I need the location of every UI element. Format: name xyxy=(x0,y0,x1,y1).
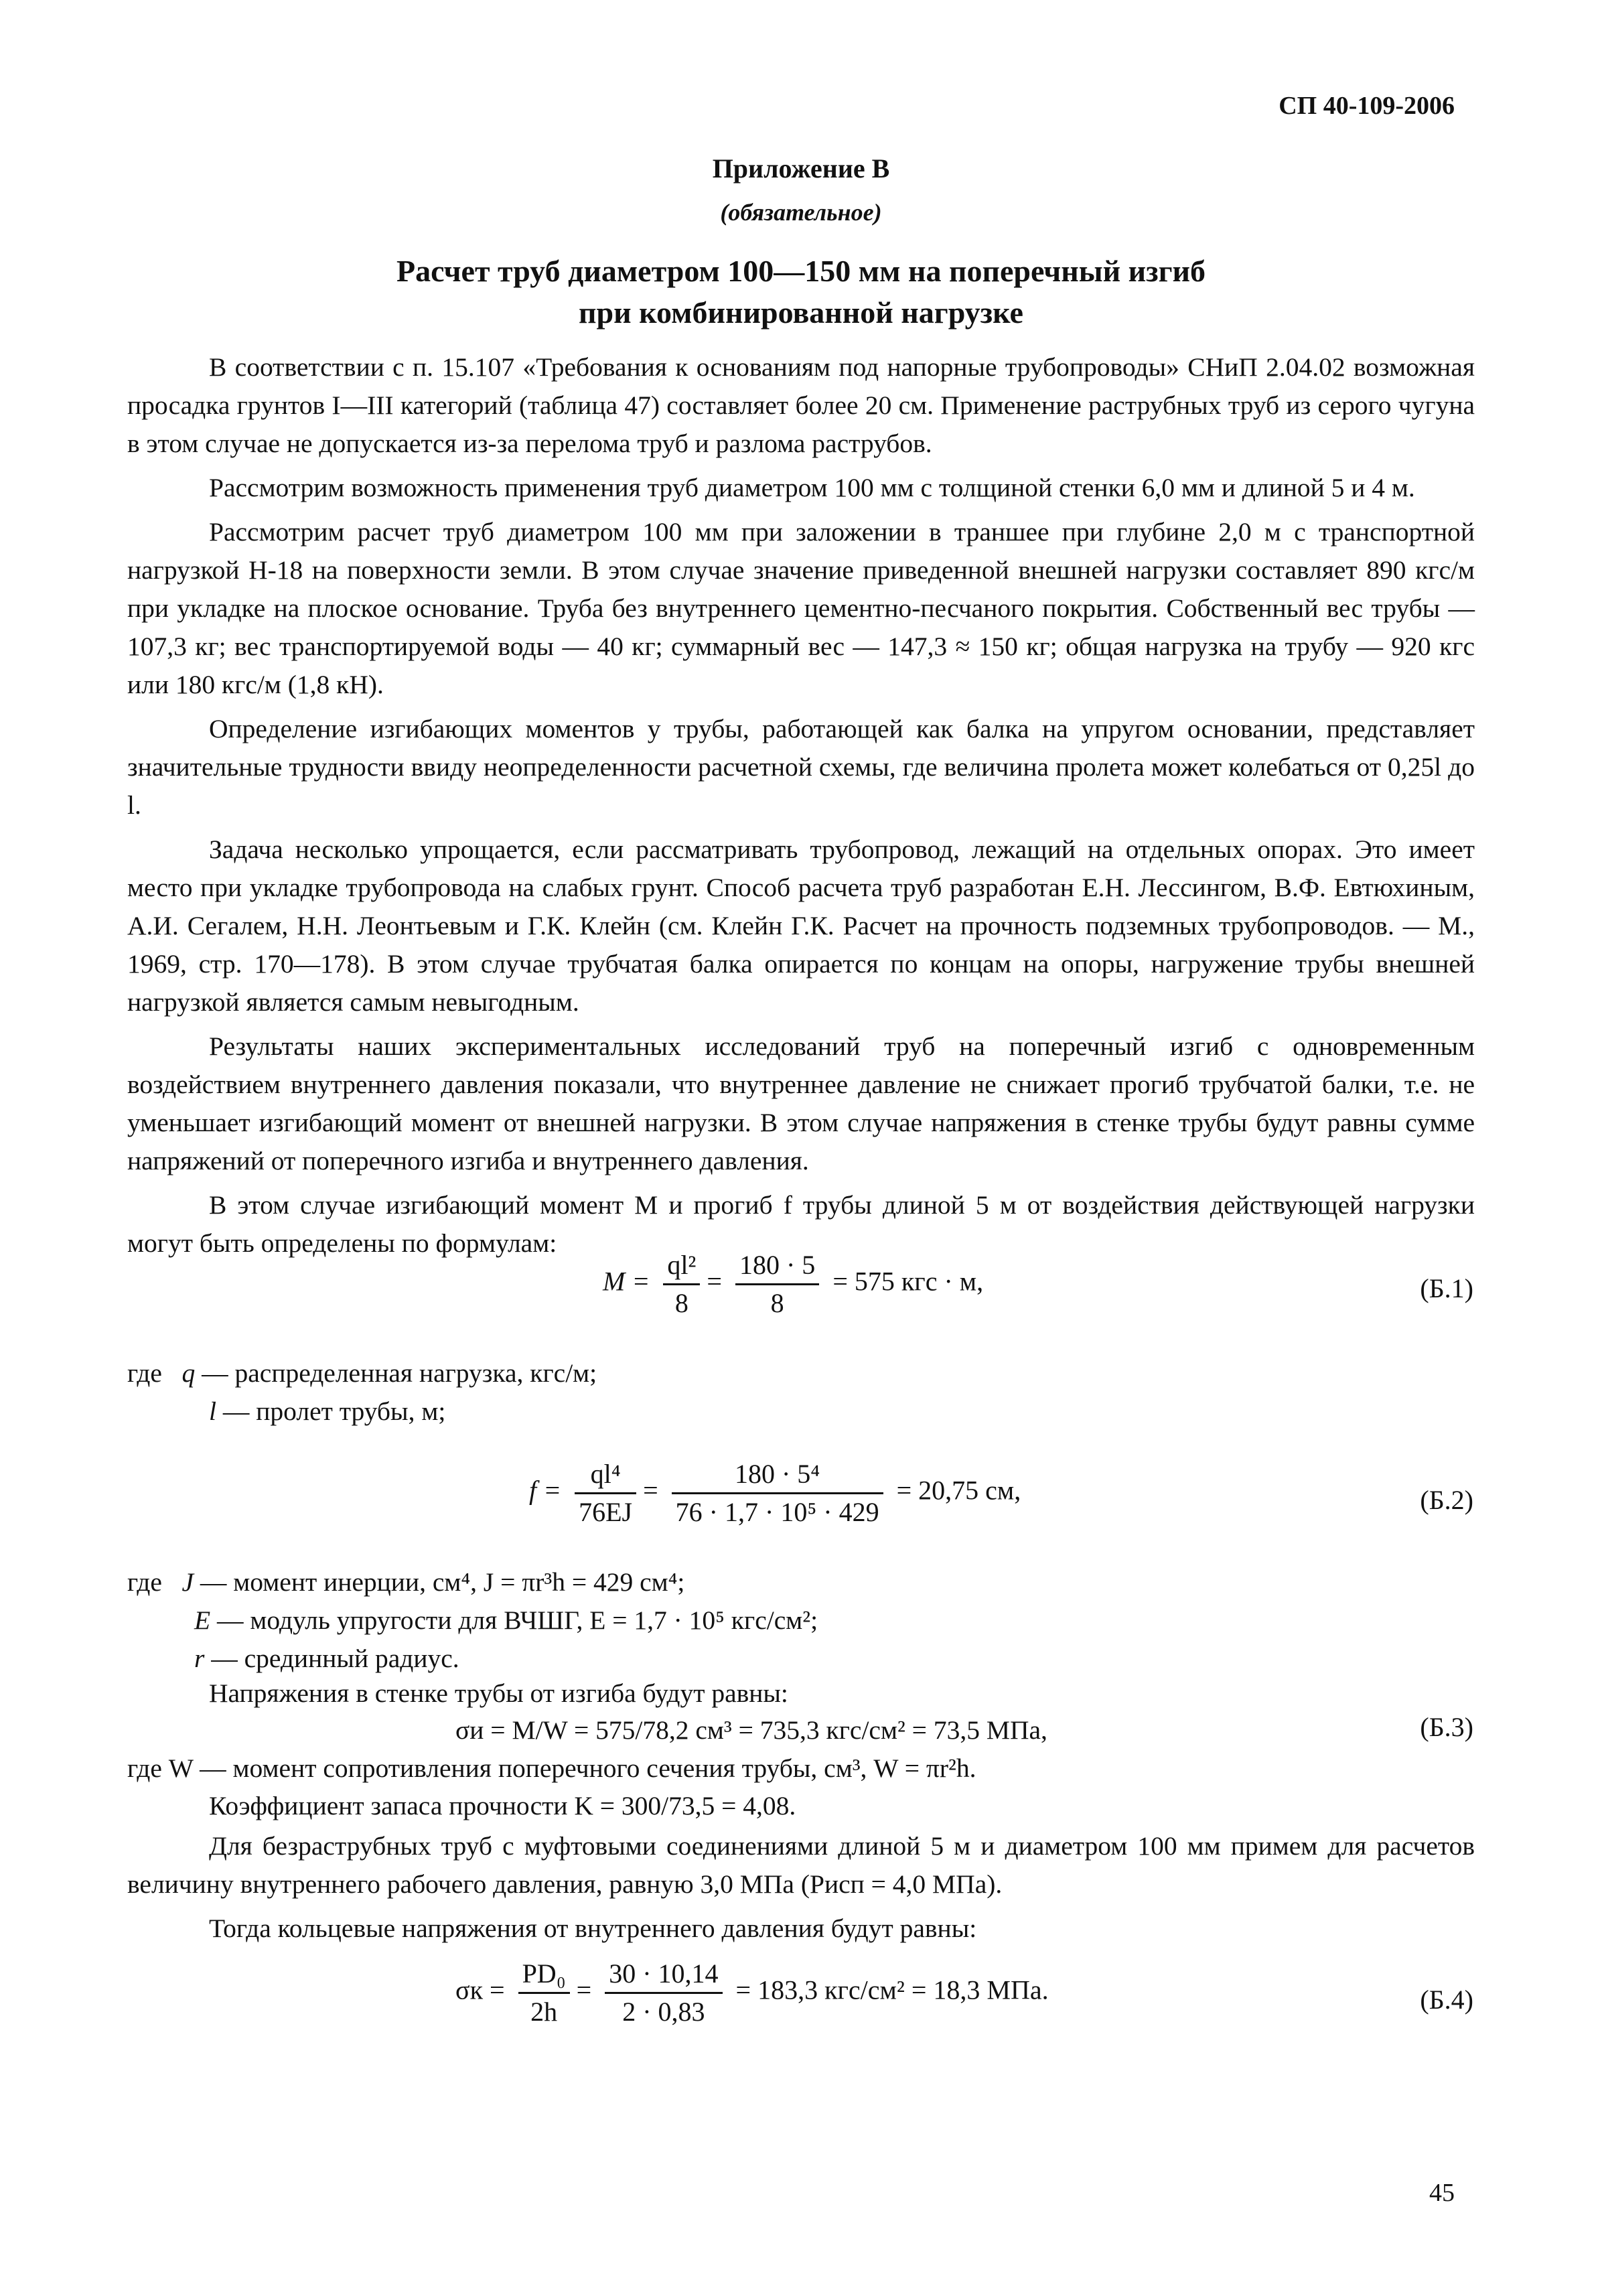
definition: — пролет трубы, м; xyxy=(222,1396,446,1426)
definition: — распределенная нагрузка, кгс/м; xyxy=(202,1358,597,1388)
pressure-block xyxy=(127,1827,1475,1948)
formula-result: = 183,3 кгс/см² = 18,3 МПа. xyxy=(735,1975,1049,2005)
fraction xyxy=(663,1247,700,1321)
paragraph: Рассмотрим возможность применения труб диаметром 100 мм с толщиной стенки 6,0 мм и длиной 5 и 4 м. xyxy=(209,473,1415,502)
numerator: 180 · 5⁴ xyxy=(672,1456,883,1494)
fraction xyxy=(575,1456,636,1530)
paragraph: Результаты наших экспериментальных исследований труб на поперечный изгиб с одновременным воздействием внутреннего давления показали, что внутреннее давление не снижает прогиб трубчатой балки, т.е. не уменьшает изгибающий момент от внешней нагрузки. В этом случае напряжения в стенке трубы будут равны сумме напряжений от поперечного изгиба и внутреннего давления. xyxy=(127,1031,1475,1175)
fraction xyxy=(735,1247,819,1321)
fraction xyxy=(672,1456,883,1530)
where-b2-line-2 xyxy=(194,1601,818,1640)
equation-label: (Б.3) xyxy=(1420,1712,1473,1742)
symbol: l xyxy=(209,1396,216,1426)
appendix-subtitle: (обязательное) xyxy=(720,199,882,226)
equation-label: (Б.2) xyxy=(1420,1485,1473,1515)
formula-b1: M = $\frac{\text{ql²}}{8}$ = $\frac{180 \cdot 5}{8}$ = 575 кгс · м, xyxy=(603,1247,983,1321)
paragraph: Тогда кольцевые напряжения от внутреннего давления будут равны: xyxy=(209,1914,977,1943)
numerator: ql⁴ xyxy=(575,1456,636,1494)
paragraph: Для безраструбных труб с муфтовыми соединениями длиной 5 м и диаметром 100 мм примем для расчетов величину внутреннего рабочего давления, равную 3,0 МПа (Pисп = 4,0 МПа). xyxy=(127,1831,1475,1899)
formula-b3: σи = M/W = 575/78,2 см³ = 735,3 кгс/см² = 73,5 МПа, xyxy=(455,1715,1047,1745)
where-b1-line-1 xyxy=(127,1354,597,1392)
paragraph: В этом случае изгибающий момент М и прогиб f трубы длиной 5 м от воздействия действующей нагрузки могут быть определены по формулам: xyxy=(127,1190,1475,1258)
numerator: 180 · 5 xyxy=(735,1247,819,1285)
formula-lhs: M = xyxy=(603,1266,650,1297)
paragraph: В соответствии с п. 15.107 «Требования к основаниям под напорные трубопроводы» СНиП 2.04.02 возможная просадка грунтов I—III категорий (таблица 47) составляет более 20 см. Применение раструбных труб из серого чугуна в этом случае не допускается из-за перелома труб и разлома раструбов. xyxy=(127,352,1475,458)
where-b3: где W — момент сопротивления поперечного сечения трубы, см³, W = πr²h. xyxy=(127,1753,976,1783)
where-prefix: где xyxy=(127,1358,162,1388)
where-b1-line-2 xyxy=(209,1392,445,1431)
section-heading-line-1: Расчет труб диаметром 100—150 мм на поперечный изгиб xyxy=(396,254,1206,288)
where-b2-line-1 xyxy=(127,1563,684,1601)
formula-b2: f = $\frac{\text{ql⁴}}{76EJ}$ = $\frac{\text{180 · 5⁴}}{\text{76 · 1,7 · 10⁵ · 429}}$ = 20,75 см, xyxy=(529,1456,1021,1530)
denominator: 76 · 1,7 · 10⁵ · 429 xyxy=(675,1497,879,1527)
denominator: 8 xyxy=(674,1288,688,1318)
section-heading xyxy=(0,250,1602,334)
definition: — срединный радиус. xyxy=(211,1644,459,1673)
numerator: 30 · 10,14 xyxy=(605,1956,722,1994)
denominator: 2h xyxy=(530,1997,558,2027)
formula-lhs: σк = xyxy=(455,1975,505,2005)
equation-label: (Б.1) xyxy=(1420,1273,1473,1303)
appendix-title: Приложение В xyxy=(712,153,890,184)
paragraph: Определение изгибающих моментов у трубы, работающей как балка на упругом основании, представляет значительные трудности ввиду неопределенности расчетной схемы, где величина пролета может колебаться от 0,25l до l. xyxy=(127,714,1475,820)
paragraph: Рассмотрим расчет труб диаметром 100 мм при заложении в траншее при глубине 2,0 м с транспортной нагрузкой Н-18 на поверхности земли. В этом случае значение приведенной внешней нагрузки составляет 890 кгс/м при укладке на плоское основание. Труба без внутреннего цементно-песчаного покрытия. Собственный вес трубы — 107,3 кг; вес транспортируемой воды — 40 кг; суммарный вес — 147,3 ≈ 150 кг; общая нагрузка на трубу — 920 кгс или 180 кгс/м (1,8 кН). xyxy=(127,517,1475,699)
section-heading-line-2: при комбинированной нагрузке xyxy=(579,295,1023,330)
formula-lhs: f = xyxy=(529,1475,562,1506)
paragraph: Задача несколько упрощается, если рассматривать трубопровод, лежащий на отдельных опорах. Это имеет место при укладке трубопровода на слабых грунт. Способ расчета труб разработан Е.Н. Лессингом, В.Ф. Евтюхиным, А.И. Сегалем, Н.Н. Леонтьевым и Г.К. Клейн (см. Клейн Г.К. Расчет на прочность подземных трубопроводов. — М., 1969, стр. 170—178). В этом случае трубчатая балка опирается по концам на опоры, нагружение трубы внешней нагрузкой является самым невыгодным. xyxy=(127,835,1475,1017)
denominator: 76EJ xyxy=(579,1497,633,1527)
where-prefix: где xyxy=(127,1567,162,1597)
definition: — момент инерции, см⁴, J = πr³h = 429 см⁴; xyxy=(200,1567,685,1597)
page-number: 45 xyxy=(1429,2179,1455,2207)
formula-b4: σк = $\frac{\text{PD₀}}{2h}$ = $\frac{30 \cdot 10,14}{2 \cdot 0,83}$ = 183,3 кгс/см² = 18,3 МПа. xyxy=(455,1956,1049,2030)
symbol: q xyxy=(181,1358,196,1388)
fraction xyxy=(518,1956,570,2030)
formula-result: = 575 кгс · м, xyxy=(832,1266,984,1297)
symbol: E xyxy=(194,1605,211,1635)
numerator: ql² xyxy=(663,1247,700,1285)
formula-result: = 20,75 см, xyxy=(896,1475,1021,1506)
denominator: 8 xyxy=(770,1288,784,1318)
body-text xyxy=(127,348,1475,1263)
symbol: r xyxy=(194,1644,205,1673)
numerator: PD₀ xyxy=(518,1956,570,1994)
stress-intro: Напряжения в стенке трубы от изгиба будут равны: xyxy=(209,1678,788,1708)
safety-factor: Коэффициент запаса прочности K = 300/73,5 = 4,08. xyxy=(209,1791,796,1820)
definition: — модуль упругости для ВЧШГ, E = 1,7 · 10⁵ кгс/см²; xyxy=(217,1605,818,1635)
document-code: СП 40-109-2006 xyxy=(1279,92,1455,120)
where-b2-line-3 xyxy=(194,1640,459,1678)
fraction xyxy=(605,1956,722,2030)
denominator: 2 · 0,83 xyxy=(622,1997,705,2027)
symbol: J xyxy=(181,1567,194,1597)
equation-label: (Б.4) xyxy=(1420,1985,1473,2015)
